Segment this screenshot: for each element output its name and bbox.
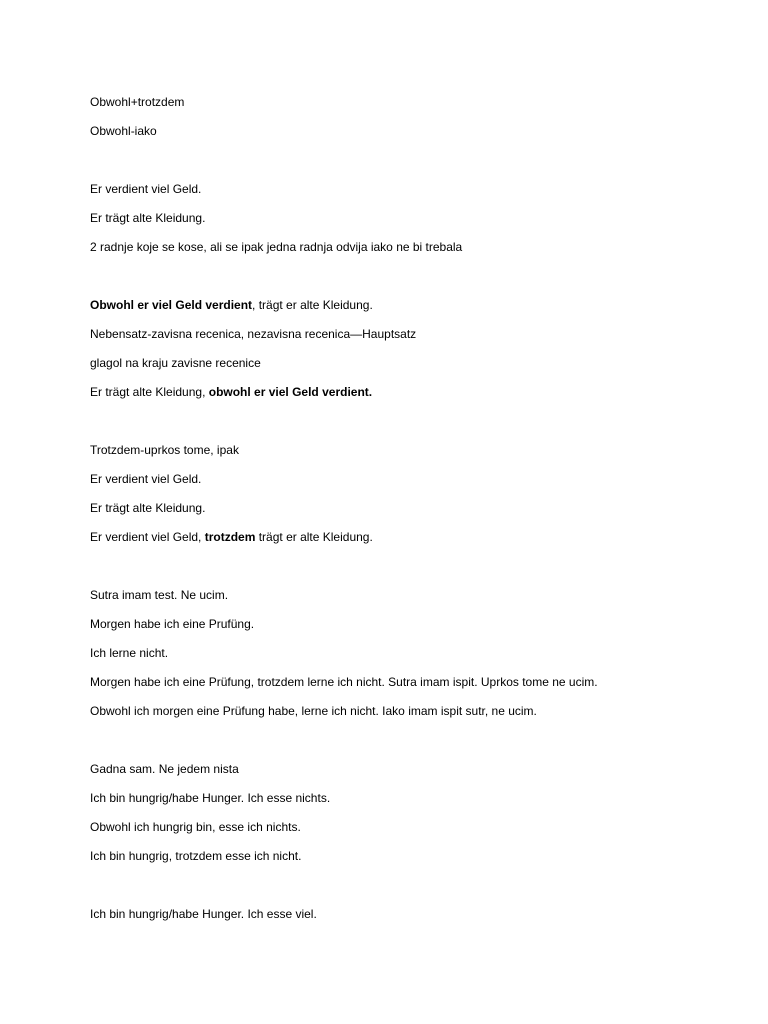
text-segment: Er trägt alte Kleidung.	[90, 501, 206, 515]
text-segment: glagol na kraju zavisne recenice	[90, 356, 261, 370]
text-segment: Obwohl+trotzdem	[90, 95, 185, 109]
text-line	[90, 440, 730, 469]
blank-line	[90, 875, 730, 904]
text-segment: Er trägt alte Kleidung,	[90, 385, 209, 399]
text-segment: trägt er alte Kleidung.	[255, 530, 373, 544]
text-segment: Obwohl-iako	[90, 124, 157, 138]
text-line	[90, 208, 730, 237]
bold-text-segment: obwohl er viel Geld verdient.	[208, 385, 373, 399]
text-line	[90, 92, 730, 121]
text-line	[90, 643, 730, 672]
document-page	[90, 92, 730, 933]
text-line	[90, 382, 730, 411]
text-line	[90, 904, 730, 933]
text-segment: Ich bin hungrig/habe Hunger. Ich esse nichts.	[90, 791, 331, 805]
text-segment: Sutra imam test. Ne ucim.	[90, 588, 229, 602]
text-line	[90, 237, 730, 266]
bold-text-segment: trotzdem	[204, 530, 256, 544]
text-line	[90, 846, 730, 875]
text-segment: Obwohl ich morgen eine Prüfung habe, lerne ich nicht. Iako imam ispit sutr, ne ucim.	[90, 704, 537, 718]
blank-line	[90, 150, 730, 179]
text-line	[90, 701, 730, 730]
text-segment: Ich bin hungrig/habe Hunger. Ich esse viel.	[90, 907, 317, 921]
text-segment: Nebensatz-zavisna recenica, nezavisna recenica—Hauptsatz	[90, 327, 417, 341]
text-line	[90, 324, 730, 353]
text-line	[90, 498, 730, 527]
text-line	[90, 788, 730, 817]
text-line	[90, 759, 730, 788]
text-segment: Er verdient viel Geld,	[90, 530, 205, 544]
blank-line	[90, 266, 730, 295]
text-segment: Morgen habe ich eine Prufüng.	[90, 617, 255, 631]
text-line	[90, 121, 730, 150]
text-segment: Er verdient viel Geld.	[90, 182, 202, 196]
text-segment: Ich bin hungrig, trotzdem esse ich nicht.	[90, 849, 302, 863]
text-segment: , trägt er alte Kleidung.	[252, 298, 373, 312]
text-line	[90, 469, 730, 498]
blank-line	[90, 411, 730, 440]
text-line	[90, 179, 730, 208]
text-line	[90, 672, 730, 701]
text-segment: Er verdient viel Geld.	[90, 472, 202, 486]
text-line	[90, 614, 730, 643]
bold-text-segment: Obwohl er viel Geld verdient	[90, 298, 253, 312]
text-segment: 2 radnje koje se kose, ali se ipak jedna radnja odvija iako ne bi trebala	[90, 240, 463, 254]
text-segment: Obwohl ich hungrig bin, esse ich nichts.	[90, 820, 301, 834]
text-line	[90, 817, 730, 846]
text-segment: Ich lerne nicht.	[90, 646, 169, 660]
text-line	[90, 527, 730, 556]
text-segment: Morgen habe ich eine Prüfung, trotzdem lerne ich nicht. Sutra imam ispit. Uprkos tome ne ucim.	[90, 675, 598, 689]
text-line	[90, 353, 730, 382]
text-segment: Trotzdem-uprkos tome, ipak	[90, 443, 239, 457]
text-segment: Er trägt alte Kleidung.	[90, 211, 206, 225]
text-line	[90, 295, 730, 324]
text-segment: Gadna sam. Ne jedem nista	[90, 762, 239, 776]
text-line	[90, 585, 730, 614]
blank-line	[90, 730, 730, 759]
blank-line	[90, 556, 730, 585]
